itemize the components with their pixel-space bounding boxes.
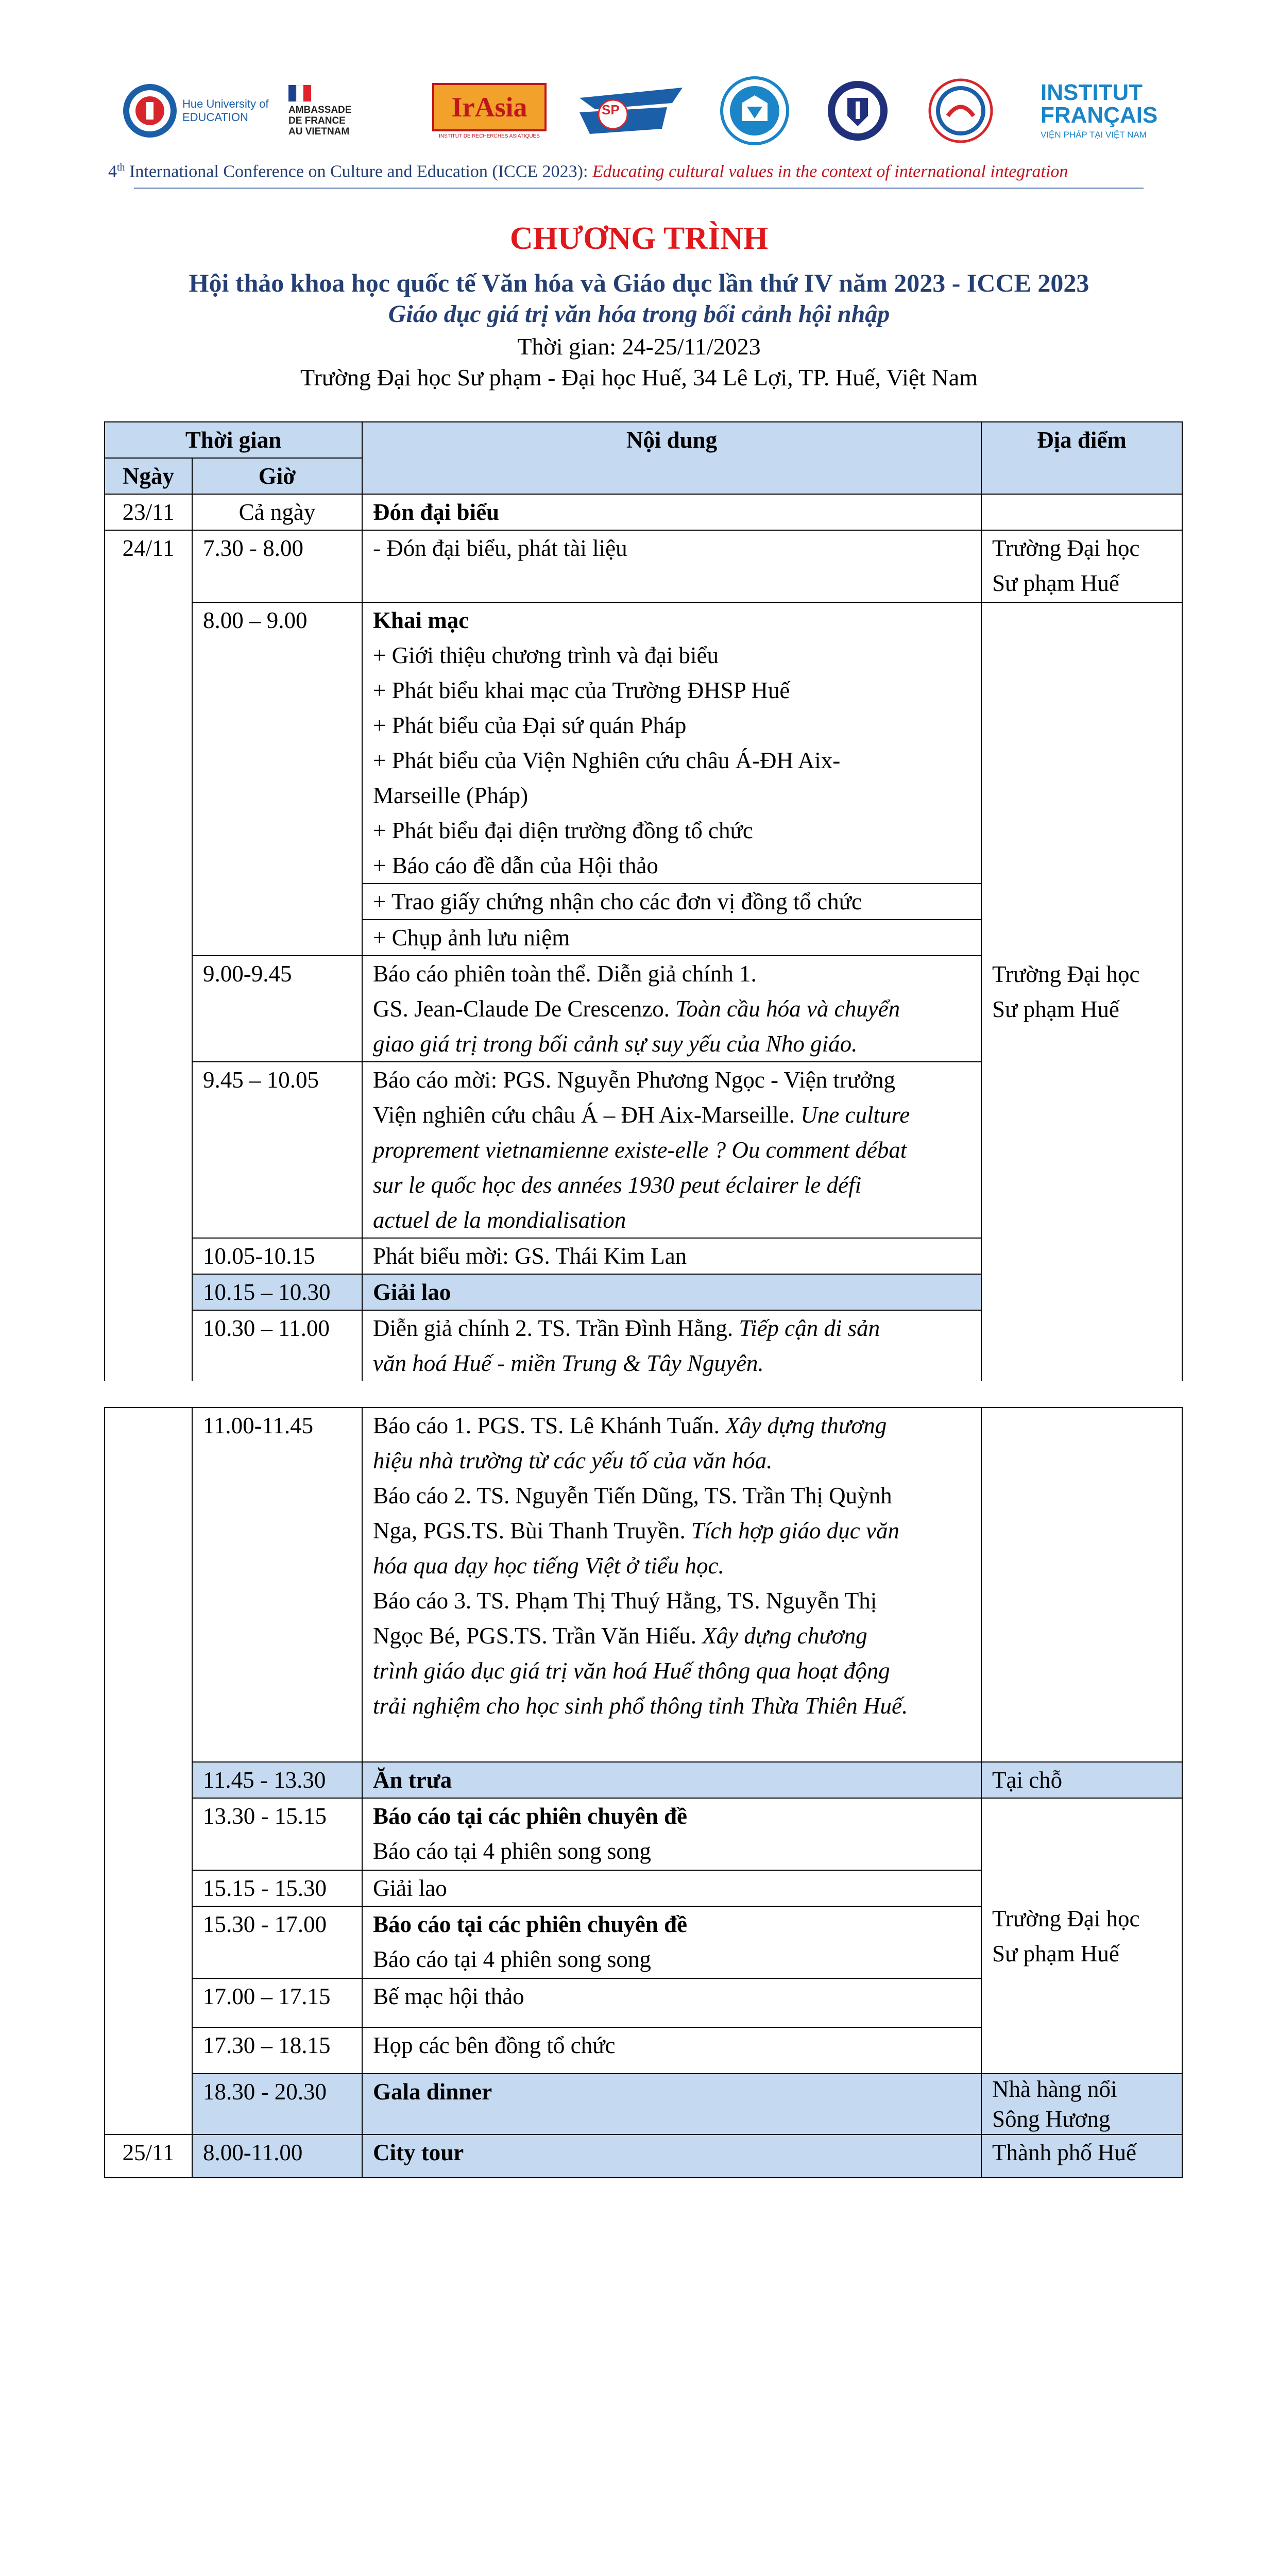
- text-line: Báo cáo mời: PGS. Nguyễn Phương Ngọc - Viện trưởng: [373, 1067, 896, 1093]
- speaker: Viện nghiên cứu châu Á – ĐH Aix-Marseille.: [373, 1102, 801, 1128]
- hour-cell: 18.30 - 20.30: [192, 2074, 362, 2134]
- opening-item: + Phát biểu của Đại sứ quán Pháp: [373, 713, 687, 738]
- text-line: [373, 1408, 970, 1443]
- hour-cell: 9.00-9.45: [192, 956, 362, 1062]
- location-cell: [981, 1798, 1182, 2074]
- table-row: [105, 602, 1182, 884]
- location-line: Sư phạm Huế: [992, 570, 1119, 596]
- conference-dates: Thời gian: 24-25/11/2023: [517, 333, 761, 360]
- opening-title: Khai mạc: [373, 607, 469, 633]
- content-cell: [362, 1798, 981, 1870]
- location-cell: [981, 2074, 1182, 2134]
- content-cell: Họp các bên đồng tổ chức: [362, 2027, 981, 2074]
- hour-cell: 8.00 – 9.00: [192, 602, 362, 956]
- table-row: [105, 1798, 1182, 1870]
- irasia-wordmark: IrAsia: [451, 91, 527, 123]
- opening-item: + Báo cáo đề dẫn của Hội thảo: [373, 853, 658, 878]
- hour-cell: 17.00 – 17.15: [192, 1978, 362, 2027]
- talk-title: trình giáo dục giá trị văn hoá Huế thông qua hoạt động: [373, 1658, 890, 1684]
- hour-cell: 11.45 - 13.30: [192, 1762, 362, 1798]
- program-heading: CHƯƠNG TRÌNH: [509, 221, 769, 256]
- hour-cell: 10.05-10.15: [192, 1238, 362, 1274]
- content-cell: Phát biểu mời: GS. Thái Kim Lan: [362, 1238, 981, 1274]
- text-line: [373, 1618, 970, 1653]
- table-row: [105, 2134, 1182, 2178]
- sp-wordmark: SP: [602, 102, 620, 117]
- session-title: Báo cáo tại các phiên chuyên đề: [373, 1911, 688, 1937]
- hour-cell: 17.30 – 18.15: [192, 2027, 362, 2074]
- talk-title: trải nghiệm cho học sinh phổ thông tỉnh Thừa Thiên Huế.: [373, 1693, 908, 1719]
- talk-title: hóa qua dạy học tiếng Việt ở tiểu học.: [373, 1553, 724, 1579]
- speaker: Nga, PGS.TS. Bùi Thanh Truyền.: [373, 1518, 692, 1544]
- program-table-part-2: [104, 1407, 1183, 2178]
- hour-cell: 13.30 - 15.15: [192, 1798, 362, 1870]
- day-cell: 25/11: [105, 2134, 192, 2178]
- hour-cell: 15.15 - 15.30: [192, 1870, 362, 1906]
- speaker: GS. Jean-Claude De Crescenzo.: [373, 996, 676, 1022]
- day-cell: 23/11: [105, 494, 192, 530]
- location-line: Trường Đại học: [992, 961, 1140, 987]
- location-line: Sư phạm Huế: [992, 996, 1119, 1022]
- session-title: Báo cáo tại các phiên chuyên đề: [373, 1803, 688, 1829]
- content-cell: Giải lao: [362, 1274, 981, 1310]
- partner-logos: [0, 72, 1278, 160]
- opening-item: + Phát biểu của Viện Nghiên cứu châu Á-ĐH Aix-: [373, 748, 841, 773]
- table-row: [105, 2074, 1182, 2134]
- irasia-logo: [433, 72, 546, 149]
- french-flag-icon: [288, 85, 311, 101]
- circle-logo: [927, 72, 994, 149]
- conference-title: Hội thảo khoa học quốc tế Văn hóa và Giáo dục lần thứ IV năm 2023 - ICCE 2023: [189, 268, 1089, 297]
- conference-theme: Giáo dục giá trị văn hóa trong bối cảnh hội nhập: [388, 300, 890, 328]
- sp-logo: [572, 72, 690, 149]
- content-cell: Gala dinner: [362, 2074, 981, 2134]
- table-row: [105, 494, 1182, 530]
- talk-title: proprement vietnamienne existe-elle ? Ou comment débat: [373, 1137, 907, 1163]
- location-cell: [981, 1408, 1182, 1762]
- conference-number: 4: [108, 162, 117, 181]
- talk-title: Xây dựng chương: [702, 1623, 867, 1649]
- header-hour: Giờ: [192, 458, 362, 494]
- location-cell: [981, 494, 1182, 530]
- talk-title: giao giá trị trong bối cảnh sự suy yếu của Nho giáo.: [373, 1031, 858, 1057]
- hour-cell: 9.45 – 10.05: [192, 1062, 362, 1238]
- content-cell: + Chụp ảnh lưu niệm: [362, 920, 981, 956]
- text-line: [373, 991, 970, 1026]
- talk-title: Xây dựng thương: [725, 1413, 887, 1438]
- content-cell: [362, 1408, 981, 1762]
- location-cell: [981, 530, 1182, 602]
- opening-item: Marseille (Pháp): [373, 783, 529, 808]
- shield-logo: [824, 72, 891, 149]
- table-row: [105, 1762, 1182, 1798]
- text-line: [373, 1311, 970, 1346]
- location-line: Sư phạm Huế: [992, 1940, 1119, 1967]
- location-line: Nhà hàng nổi: [992, 2076, 1117, 2102]
- ambassade-logo: [288, 72, 376, 149]
- hour-cell: 7.30 - 8.00: [192, 530, 362, 602]
- hour-cell: 10.30 – 11.00: [192, 1310, 362, 1381]
- header-content: Nội dung: [362, 422, 981, 494]
- location-line: Trường Đại học: [992, 535, 1140, 561]
- speaker: Diễn giả chính 2. TS. Trần Đình Hằng.: [373, 1315, 739, 1341]
- ambassade-line-1: AMBASSADE: [288, 104, 352, 115]
- content-cell: [362, 1310, 981, 1381]
- text-line: Báo cáo 2. TS. Nguyễn Tiến Dũng, TS. Trần Thị Quỳnh: [373, 1483, 892, 1509]
- opening-item: + Phát biểu khai mạc của Trường ĐHSP Huế: [373, 677, 790, 703]
- location-cell: Tại chỗ: [981, 1762, 1182, 1798]
- hour-cell: 8.00-11.00: [192, 2134, 362, 2178]
- talk-title: actuel de la mondialisation: [373, 1207, 626, 1233]
- content-cell: Ăn trưa: [362, 1762, 981, 1798]
- text-line: [373, 1513, 970, 1548]
- institut-subtitle: VIỆN PHÁP TẠI VIỆT NAM: [1041, 130, 1147, 140]
- content-cell: + Trao giấy chứng nhận cho các đơn vị đồng tổ chức: [362, 884, 981, 920]
- institut-francais-logo: [1041, 72, 1164, 149]
- header-time: Thời gian: [105, 422, 362, 458]
- talk-title: sur le quốc học des années 1930 peut éclairer le défi: [373, 1172, 862, 1198]
- content-cell: Giải lao: [362, 1870, 981, 1906]
- session-sub: Báo cáo tại 4 phiên song song: [373, 1838, 651, 1864]
- session-sub: Báo cáo tại 4 phiên song song: [373, 1946, 651, 1972]
- table-row: [105, 1408, 1182, 1762]
- content-cell: [362, 956, 981, 1062]
- hour-cell: Cả ngày: [192, 494, 362, 530]
- content-cell: [362, 602, 981, 884]
- hue-university-logo: [118, 72, 273, 149]
- location-line: Trường Đại học: [992, 1905, 1140, 1931]
- hue-university-name: Hue University of EDUCATION: [182, 97, 269, 124]
- conference-ordinal: th: [117, 162, 125, 173]
- header-divider: [134, 188, 1144, 189]
- content-cell: City tour: [362, 2134, 981, 2178]
- hour-cell: 11.00-11.45: [192, 1408, 362, 1762]
- talk-title: Une culture: [800, 1102, 910, 1128]
- opening-item: + Giới thiệu chương trình và đại biểu: [373, 642, 719, 668]
- content-cell: Đón đại biểu: [362, 494, 981, 530]
- day-cell: [105, 1408, 192, 2134]
- text-line: Báo cáo 3. TS. Phạm Thị Thuý Hằng, TS. Nguyễn Thị: [373, 1588, 877, 1614]
- conference-subtitle: Educating cultural values in the context of international integration: [592, 162, 1068, 181]
- header-location: Địa điểm: [981, 422, 1182, 494]
- conference-venue: Trường Đại học Sư phạm - Đại học Huế, 34 Lê Lợi, TP. Huế, Việt Nam: [300, 364, 978, 391]
- conference-name: International Conference on Culture and Education (ICCE 2023):: [125, 162, 592, 181]
- conference-line: [108, 162, 1190, 181]
- irasia-subtitle: INSTITUT DE RECHERCHES ASIATIQUES: [439, 133, 540, 139]
- text-line: [373, 1097, 970, 1132]
- content-cell: - Đón đại biểu, phát tài liệu: [362, 530, 981, 602]
- speaker: Ngọc Bé, PGS.TS. Trần Văn Hiếu.: [373, 1623, 703, 1649]
- speaker: Báo cáo 1. PGS. TS. Lê Khánh Tuấn.: [373, 1413, 726, 1438]
- location-cell: [981, 602, 1182, 1381]
- institut-line-1: INSTITUT: [1041, 80, 1143, 105]
- university-badge-logo: [716, 72, 793, 149]
- location-line: Sông Hương: [992, 2106, 1111, 2132]
- opening-item: + Phát biểu đại diện trường đồng tổ chức: [373, 818, 753, 843]
- header-day: Ngày: [105, 458, 192, 494]
- day-cell: 24/11: [105, 530, 192, 1381]
- talk-title: văn hoá Huế - miền Trung & Tây Nguyên.: [373, 1350, 764, 1376]
- talk-title: hiệu nhà trường từ các yếu tố của văn hóa.: [373, 1448, 773, 1473]
- hour-cell: 10.15 – 10.30: [192, 1274, 362, 1310]
- text-line: Báo cáo phiên toàn thể. Diễn giả chính 1.: [373, 961, 757, 987]
- content-cell: [362, 1906, 981, 1978]
- talk-title: Toàn cầu hóa và chuyển: [675, 996, 900, 1022]
- table-row: [105, 530, 1182, 602]
- content-cell: Bế mạc hội thảo: [362, 1978, 981, 2027]
- content-cell: [362, 1062, 981, 1238]
- hour-cell: 15.30 - 17.00: [192, 1906, 362, 1978]
- talk-title: Tích hợp giáo dục văn: [691, 1518, 899, 1544]
- location-cell: Thành phố Huế: [981, 2134, 1182, 2178]
- program-table-part-1: [104, 421, 1183, 1381]
- talk-title: Tiếp cận di sản: [739, 1315, 880, 1341]
- ambassade-line-2: DE FRANCE: [288, 115, 346, 126]
- institut-line-2: FRANÇAIS: [1041, 103, 1158, 128]
- ambassade-line-3: AU VIETNAM: [288, 126, 350, 137]
